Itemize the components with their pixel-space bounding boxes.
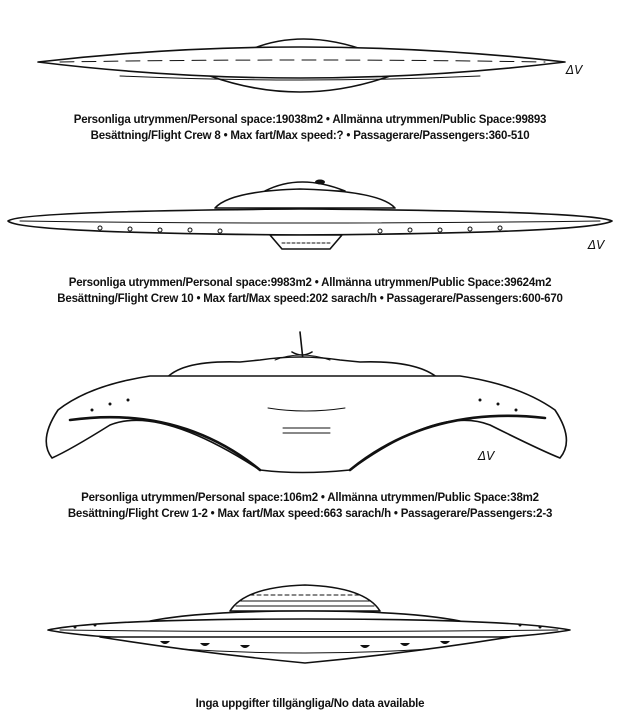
craft-1-drawing <box>0 10 620 105</box>
craft-2-svg <box>0 163 620 263</box>
craft-3-caption-line1: Personliga utrymmen/Personal space:106m2 • Allmänna utrymmen/Public Space:38m2 <box>81 492 539 504</box>
craft-3-mark: ΔV <box>478 449 495 463</box>
craft-2-drawing <box>0 163 620 263</box>
craft-2-caption-line1: Personliga utrymmen/Personal space:9983m2 • Allmänna utrymmen/Public Space:39624m2 <box>68 277 552 289</box>
craft-4-dome <box>230 585 380 611</box>
craft-1-caption-line1: Personliga utrymmen/Personal space:19038m2 • Allmänna utrymmen/Public Space:99893 <box>73 114 547 126</box>
craft-3-drawing <box>0 330 620 480</box>
craft-3-caption-line2: Besättning/Flight Crew 1-2 • Max fart/Max speed:663 sarach/h • Passagerare/Passengers:2-3 <box>67 508 553 520</box>
craft-1-svg <box>0 10 620 105</box>
craft-1-disc <box>38 47 565 78</box>
craft-2-caption-line2: Besättning/Flight Crew 10 • Max fart/Max speed:202 sarach/h • Passagerare/Passengers:600-670 <box>57 293 563 305</box>
craft-1-caption-line2: Besättning/Flight Crew 8 • Max fart/Max speed:? • Passagerare/Passengers:360-510 <box>90 130 530 142</box>
craft-3-caption <box>0 490 620 522</box>
craft-2-upper-body <box>215 189 395 208</box>
craft-1-caption <box>0 112 620 144</box>
craft-2-lower-hub <box>270 235 342 249</box>
craft-4-svg <box>0 575 620 685</box>
craft-1-mark: ΔV <box>566 63 583 77</box>
craft-4-drawing <box>0 575 620 685</box>
craft-2-caption <box>0 275 620 307</box>
craft-4-lower-hull <box>100 637 510 663</box>
craft-2-top-light <box>315 180 325 185</box>
craft-4-caption <box>0 696 620 712</box>
craft-4-caption-line1: Inga uppgifter tillgängliga/No data available <box>195 698 425 710</box>
craft-2-mark: ΔV <box>588 238 605 252</box>
craft-3-svg <box>0 330 620 480</box>
